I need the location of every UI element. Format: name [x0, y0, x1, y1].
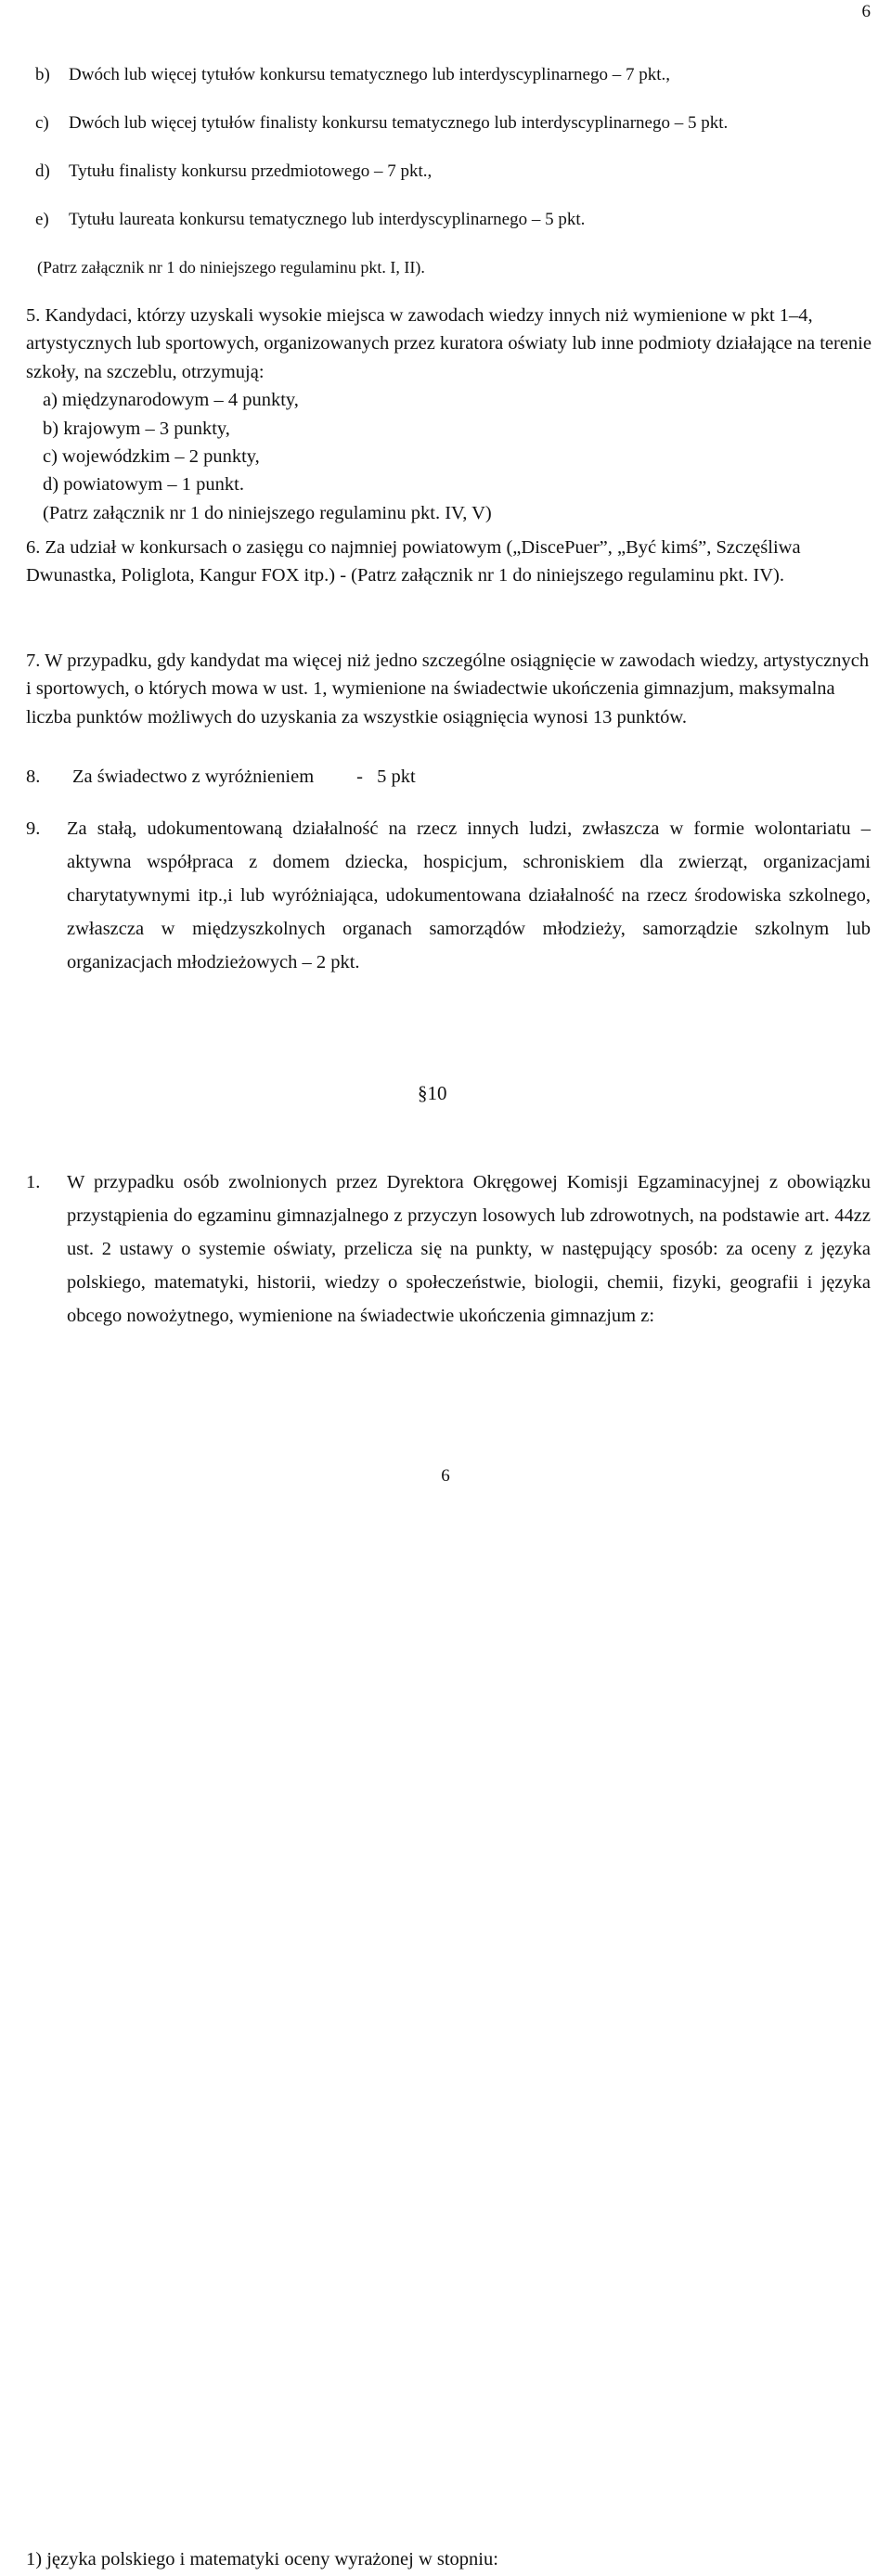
note-text: (Patrz załącznik nr 1 do niniejszego regulaminu pkt. I, II). — [37, 258, 425, 277]
item-text: Dwóch lub więcej tytułów finalisty konkursu tematycznego lub interdyscyplinarnego – 5 pkt. — [69, 113, 729, 133]
paragraph-text: W przypadku osób zwolnionych przez Dyrektora Okręgowej Komisji Egzaminacyjnej z obowiązku przystąpienia do egzaminu gimnazjalnego z przyczyn losowych lub zdrowotnych, na podstawie art. 44zz ust. 2 ustawy o systemie oświaty, przelicza się na punkty, w następujący sposób: za oceny z języka polskiego, matematyki, historii, wiedzy o społeczeństwie, biologii, chemii, fizyki, geografii i języka obcego nowożytnego, wymienione na świadectwie ukończenia gimnazjum z: — [67, 1172, 871, 1326]
item-label: c) — [35, 113, 49, 133]
sub-item: 1) języka polskiego i matematyki oceny wyrażonej w stopniu: — [26, 2549, 498, 2570]
paragraph-text: 5. Kandydaci, którzy uzyskali wysokie miejsca w zawodach wiedzy innych niż wymienione w pkt 1–4, artystycznych lub sportowych, organizowanych przez kuratora oświaty lub inne podmioty działające na terenie szkoły, na szczeblu, otrzymują: — [26, 305, 872, 382]
paragraph-text: Za świadectwo z wyróżnieniem — [72, 766, 315, 787]
paragraph-text: Za stałą, udokumentowaną działalność na rzecz innych ludzi, zwłaszcza w formie wolontariatu – aktywna współpraca z domem dziecka, hospicjum, schroniskiem dla zwierząt, organizacjami charytatywnymi itp.,i lub wyróżniająca, udokumentowana działalność na rzecz środowiska szkolnego, zwłaszcza w międzyszkolnych organach samorządów młodzieży, samorządzie szkolnym lub organizacjach młodzieżowych – 2 pkt. — [67, 818, 871, 972]
item-text: Dwóch lub więcej tytułów konkursu tematycznego lub interdyscyplinarnego – 7 pkt., — [69, 65, 670, 84]
paragraph-6 — [26, 534, 872, 590]
contest-titles-list — [35, 65, 871, 306]
paragraph-text: 6. Za udział w konkursach o zasięgu co najmniej powiatowym („DiscePuer”, „Być kimś”, Szczęśliwa Dwunastka, Poliglota, Kangur FOX itp.) - (Patrz załącznik nr 1 do niniejszego regulaminu pkt. IV). — [26, 537, 801, 586]
paragraph-9 — [26, 812, 871, 979]
list-item: a) międzynarodowym – 4 punkty, — [43, 390, 299, 411]
paragraph-text: 7. W przypadku, gdy kandydat ma więcej niż jedno szczególne osiągnięcie w zawodach wiedzy, artystycznych i sportowych, o których mowa w ust. 1, wymienione na świadectwie ukończenia gimnazjum, maksymalna liczba punktów możliwych do uzyskania za wszystkie osiągnięcia wynosi 13 punktów. — [26, 650, 870, 728]
item-label: d) — [35, 161, 50, 181]
list-item: d) powiatowym – 1 punkt. — [43, 474, 244, 496]
list-item: b) krajowym – 3 punkty, — [43, 418, 230, 439]
section-heading: §10 — [418, 1082, 447, 1104]
paragraph-8 — [26, 763, 872, 791]
list-item — [35, 161, 871, 210]
section-10-paragraph-1 — [26, 1166, 871, 2570]
paragraph-number: 8. — [26, 766, 41, 787]
page-number-top: 6 — [861, 2, 871, 21]
paragraph-7 — [26, 647, 872, 731]
paragraph-number: 1. — [26, 1172, 41, 1192]
list-item — [35, 210, 871, 258]
points-value: 5 pkt — [377, 766, 416, 787]
paragraph-5 — [26, 302, 872, 527]
page-number-bottom: 6 — [441, 1466, 450, 1486]
annex-note: (Patrz załącznik nr 1 do niniejszego regulaminu pkt. IV, V) — [43, 502, 492, 523]
list-item: c) wojewódzkim – 2 punkty, — [43, 446, 260, 468]
item-label: e) — [35, 210, 49, 229]
list-item — [35, 113, 871, 161]
annex-note — [35, 258, 871, 306]
paragraph-number: 9. — [26, 818, 41, 839]
separator-dash: - — [356, 766, 363, 787]
item-text: Tytułu laureata konkursu tematycznego lub interdyscyplinarnego – 5 pkt. — [69, 210, 586, 229]
item-text: Tytułu finalisty konkursu przedmiotowego – 7 pkt., — [69, 161, 433, 181]
list-item — [35, 65, 871, 113]
item-label: b) — [35, 65, 50, 84]
